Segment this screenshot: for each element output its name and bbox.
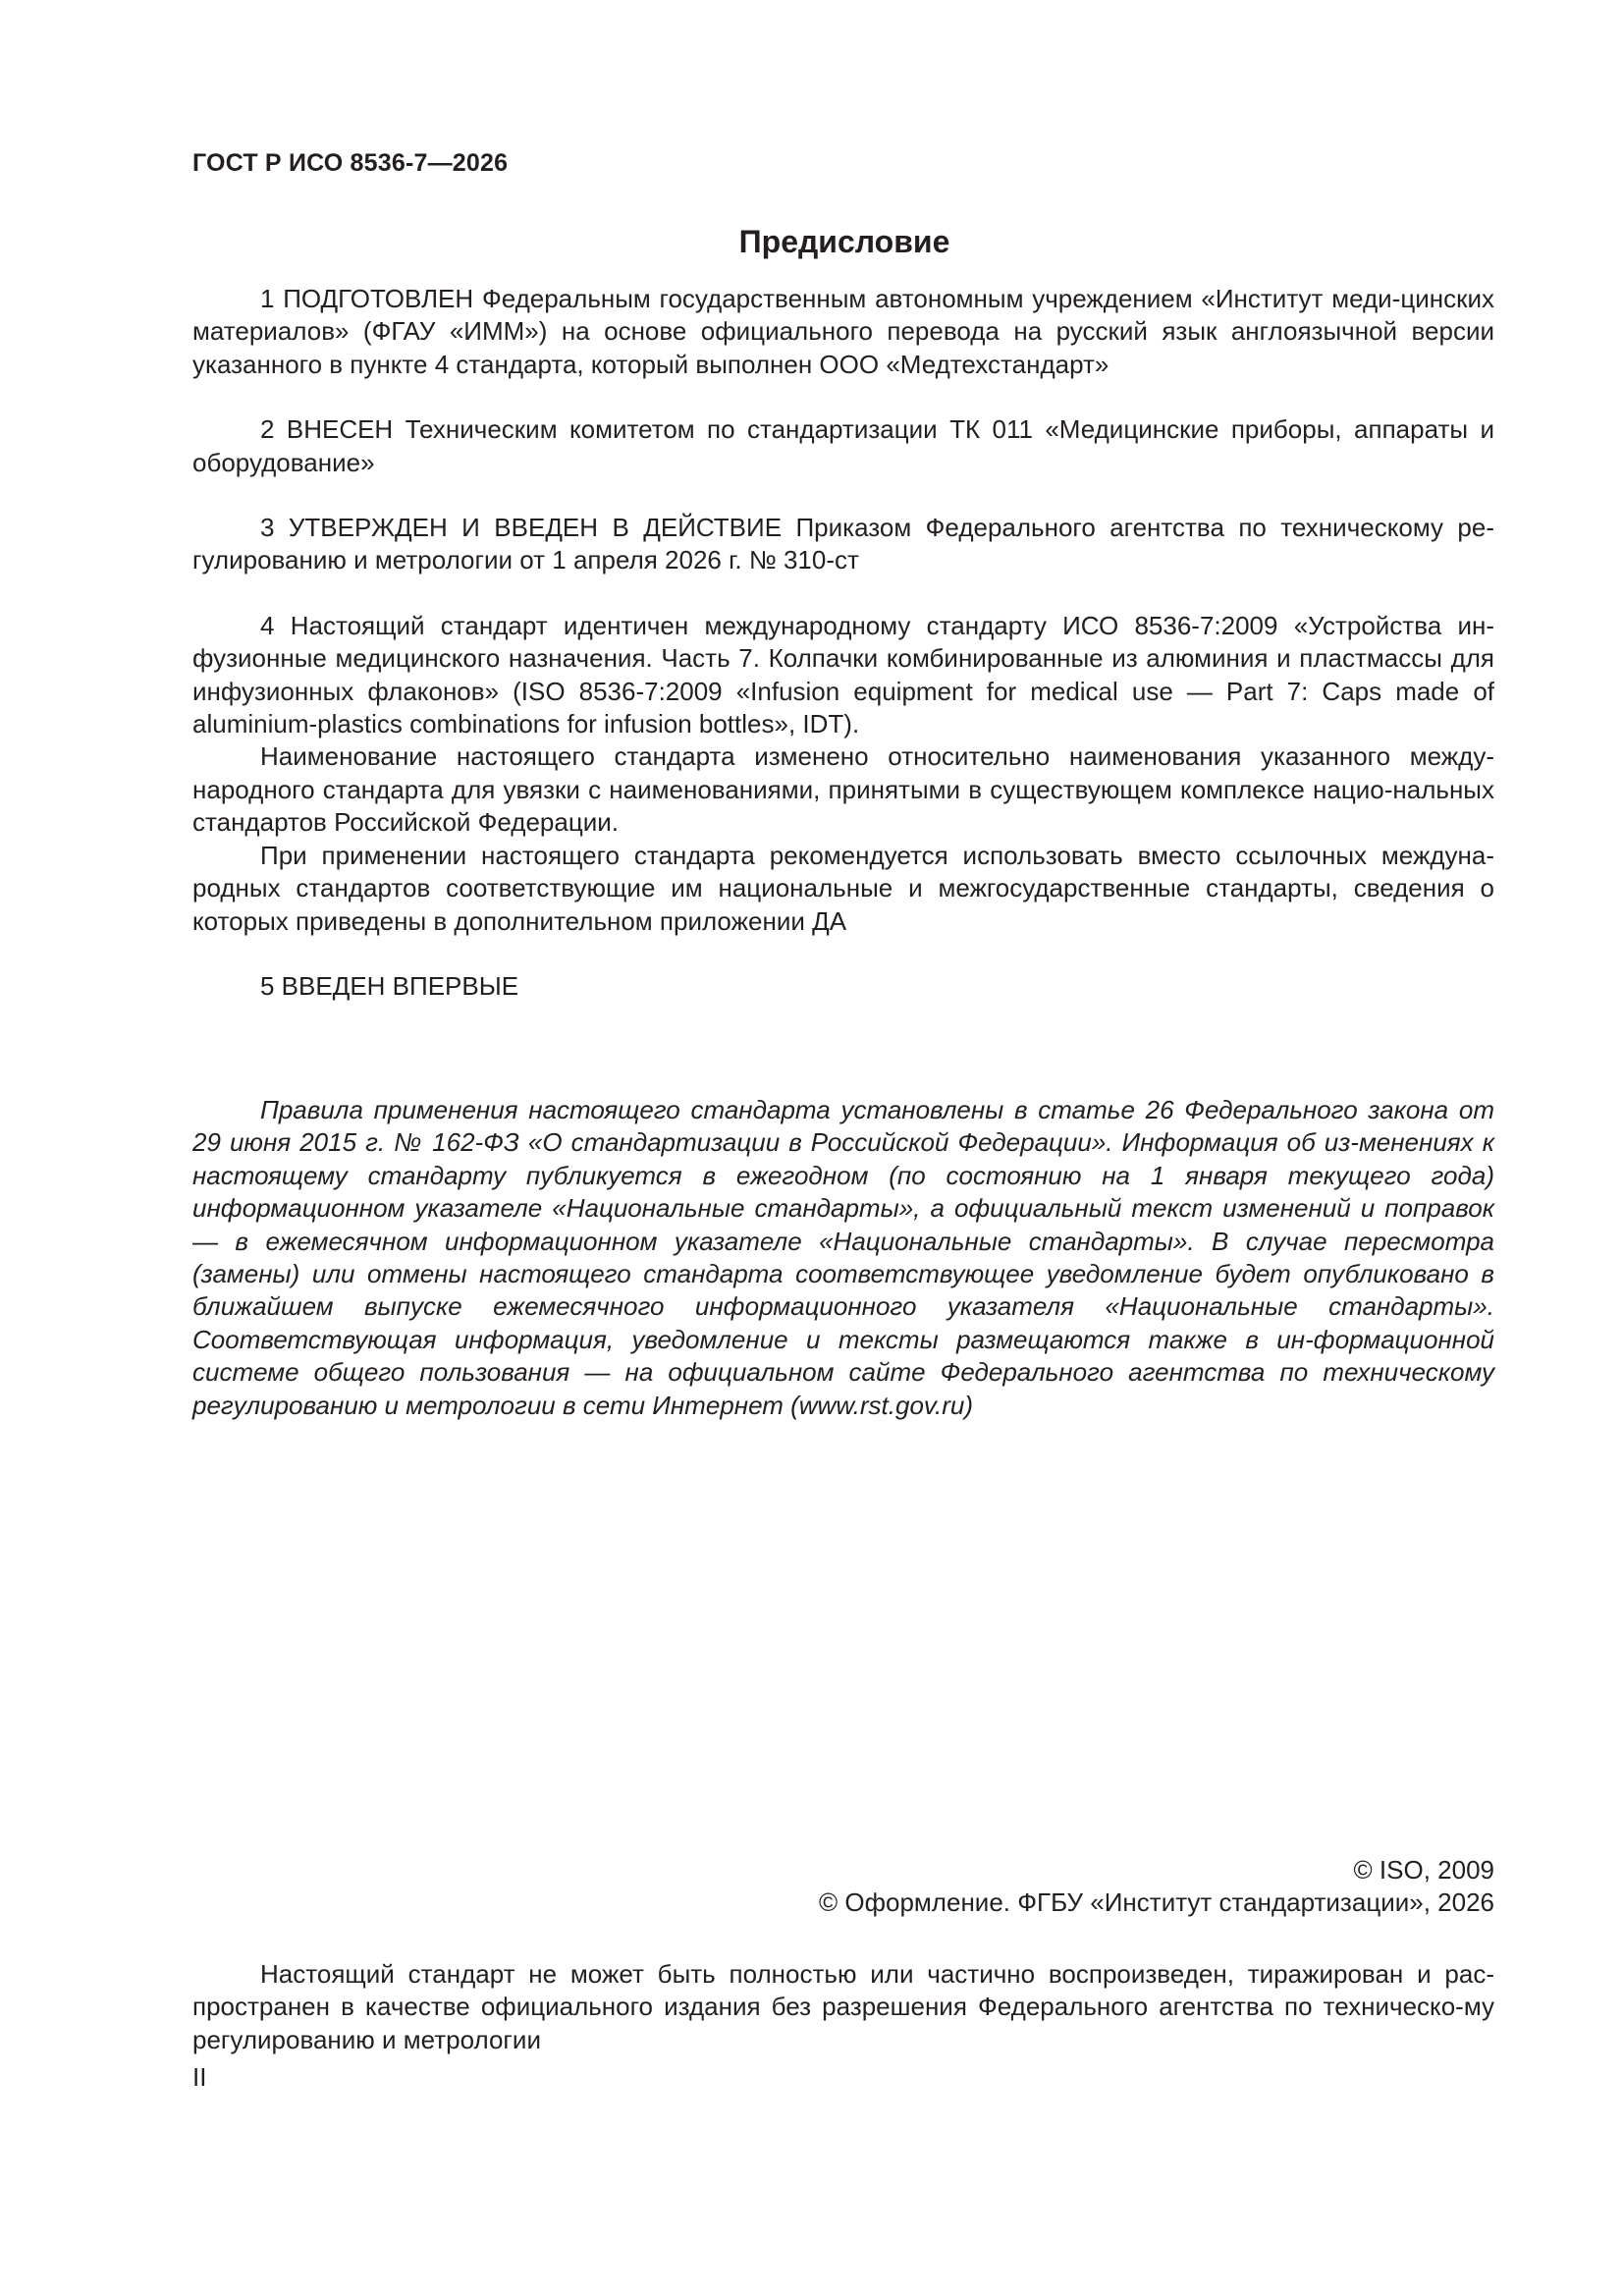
text-line: Настоящий стандарт не может быть полностью или частично воспроизведен, тиражирован и рас- — [260, 1959, 1494, 1989]
page-title: Предисловие — [738, 224, 950, 259]
paragraph-first-introduced — [192, 970, 1494, 1003]
paragraph-name-changed — [192, 740, 1494, 839]
text-line: 4 Настоящий стандарт идентичен международному стандарту ИСО 8536-7:2009 «Устройства ин- — [260, 610, 1494, 640]
text-line: версии указанного в пункте 4 стандарта, который выполнен ООО «Медтехстандарт» — [192, 316, 1494, 379]
text-line: опубликовано в ближайшем выпуске ежемесячного информационного указателя «Национальные — [192, 1259, 1494, 1322]
notice-paragraph — [192, 1094, 1494, 1422]
text-line: для инфузионных флаконов» (ISO 8536-7:2009 «Infusion equipment for medical use — Part 7: Caps made — [192, 643, 1494, 706]
text-line: техническому регулированию и метрологии в сети Интернет (www.rst.gov.ru) — [192, 1357, 1494, 1420]
standard-designation: ГОСТ Р ИСО 8536-7—2026 — [192, 149, 509, 177]
text-line: менениях к настоящему стандарту публикуется в ежегодном (по состоянию на 1 января текущего — [192, 1127, 1494, 1190]
text-line: Правила применения настоящего стандарта установлены в статье 26 Федерального закона — [260, 1095, 1449, 1124]
text-line: которых приведены в дополнительном приложении ДА — [192, 905, 847, 936]
paragraph-submitted — [192, 413, 1494, 479]
copyright-design: © Оформление. ФГБУ «Институт стандартизации», 2026 — [819, 1887, 1494, 1918]
text-line: му регулированию и метрологии — [192, 1992, 1494, 2054]
text-line: народного стандарта для увязки с наименованиями, принятыми в существующем комплексе нацио- — [192, 774, 1393, 804]
text-line: пространен в качестве официального издания без разрешения Федерального агентства по техническо- — [192, 1992, 1464, 2022]
text-line: Наименование настоящего стандарта изменено относительно наименования указанного между- — [260, 741, 1494, 772]
paragraph-application — [192, 840, 1494, 938]
restriction-paragraph — [192, 1958, 1494, 2056]
text-line: от 29 июня 2015 г. № 162-ФЗ «О стандартизации в Российской Федерации». Информация об из- — [192, 1095, 1494, 1158]
copyright-block — [192, 1854, 1494, 1920]
paragraph-identical — [192, 610, 1494, 741]
text-line: При применении настоящего стандарта рекомендуется использовать вместо ссылочных междуна- — [260, 840, 1494, 870]
text-line: гулированию и метрологии от 1 апреля 2026 г. № 310-ст — [192, 545, 859, 575]
text-line: фузионные медицинского назначения. Часть 7. Колпачки комбинированные из алюминия и пластмассы — [192, 643, 1442, 674]
text-line: 3 УТВЕРЖДЕН И ВВЕДЕН В ДЕЙСТВИЕ Приказом Федерального агентства по техническому ре- — [260, 513, 1494, 543]
paragraph-prepared — [192, 283, 1494, 381]
text-line: года) информационном указателе «Национальные стандарты», а официальный текст изменений — [192, 1160, 1494, 1224]
text-line: 5 ВВЕДЕН ВПЕРВЫЕ — [260, 970, 519, 1001]
text-line: и оборудование» — [192, 414, 1494, 477]
reproduction-restriction — [192, 1958, 1494, 2056]
page-number: II — [192, 2062, 207, 2092]
text-line: пересмотра (замены) или отмены настоящего стандарта соответствующее уведомление будет — [192, 1226, 1494, 1289]
text-line: стандарты». Соответствующая информация, уведомление и тексты размещаются также в ин- — [192, 1291, 1494, 1354]
text-line: нальных стандартов Российской Федерации. — [192, 774, 1494, 838]
text-line: of aluminium-plastics combinations for infusion bottles», IDT). — [192, 676, 1494, 739]
paragraph-approved — [192, 512, 1494, 577]
text-line: формационной системе общего пользования — на официальном сайте Федерального агентства по — [192, 1324, 1494, 1388]
copyright-iso: © ISO, 2009 — [1353, 1855, 1494, 1885]
application-rules-notice — [192, 1094, 1494, 1422]
text-line: и поправок — в ежемесячном информационном указателе «Национальные стандарты». В случае — [192, 1193, 1494, 1256]
text-line: 2 ВНЕСЕН Техническим комитетом по стандартизации ТК 011 «Медицинские приборы, аппараты — [260, 414, 1469, 445]
text-line: родных стандартов соответствующие им национальные и межгосударственные стандарты, сведения о — [192, 873, 1494, 903]
foreword-body — [192, 283, 1494, 1003]
text-line: 1 ПОДГОТОВЛЕН Федеральным государственным автономным учреждением «Институт меди- — [260, 284, 1401, 313]
text-line: цинских материалов» (ФГАУ «ИММ») на основе официального перевода на русский язык англоязычной — [192, 284, 1494, 347]
